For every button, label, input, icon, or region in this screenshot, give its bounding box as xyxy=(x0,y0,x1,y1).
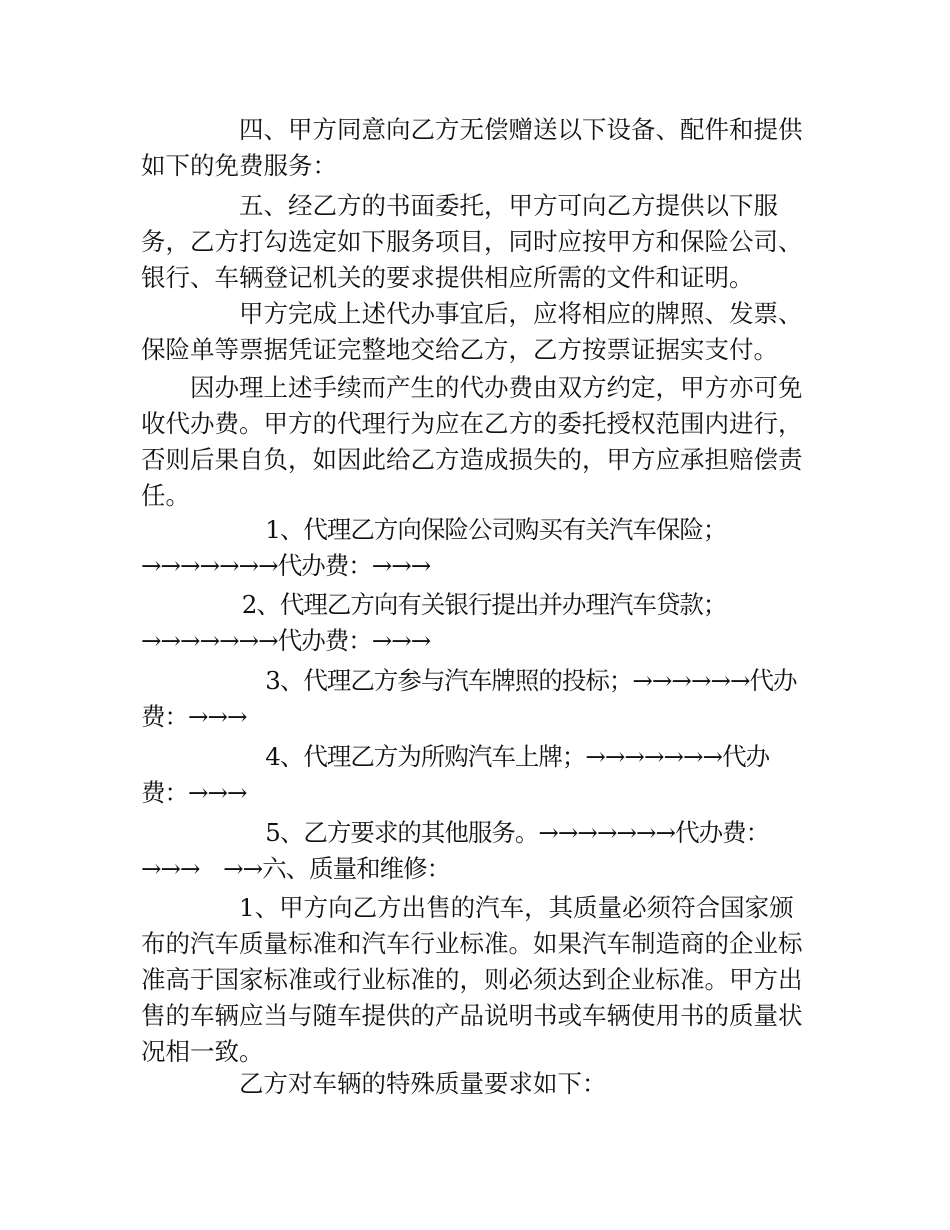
service-item-3: 3、代理乙方参与汽车牌照的投标；→→→→→→代办费：→→→ xyxy=(141,666,797,731)
settlement-paragraph: 甲方完成上述代办事宜后，应将相应的牌照、发票、保险单等票据凭证完整地交给乙方，乙方按票证据实支付。 xyxy=(141,299,803,364)
clause-five-paragraph: 五、经乙方的书面委托，甲方可向乙方提供以下服务，乙方打勾选定如下服务项目，同时应按甲方和保险公司、银行、车辆登记机关的要求提供相应所需的文件和证明。 xyxy=(141,191,803,292)
agency-fee-paragraph: 因办理上述手续而产生的代办费由双方约定，甲方亦可免收代办费。甲方的代理行为应在乙方的委托授权范围内进行，否则后果自负，如因此给乙方造成损失的，甲方应承担赔偿责任。 xyxy=(141,373,803,510)
clause-four-paragraph: 四、甲方同意向乙方无偿赠送以下设备、配件和提供如下的免费服务： xyxy=(141,115,803,180)
special-quality-requirements: 乙方对车辆的特殊质量要求如下： xyxy=(141,1069,607,1098)
quality-clause-1: 1、甲方向乙方出售的汽车，其质量必须符合国家颁布的汽车质量标准和汽车行业标准。如果汽车制造商的企业标准高于国家标准或行业标准的，则必须达到企业标准。甲方出售的车辆应当与随车提供的产品说明书或车辆使用书的质量状况相一致。 xyxy=(141,893,803,1066)
service-item-2: 2、代理乙方向有关银行提出并办理汽车贷款；→→→→→→→代办费：→→→ xyxy=(141,590,727,655)
service-item-4: 4、代理乙方为所购汽车上牌；→→→→→→→代办费：→→→ xyxy=(141,742,770,807)
service-item-1: 1、代理乙方向保险公司购买有关汽车保险；→→→→→→→代办费：→→→ xyxy=(141,515,727,580)
service-item-5: 5、乙方要求的其他服务。→→→→→→→代办费：→→→ →→六、质量和维修： xyxy=(141,818,770,883)
